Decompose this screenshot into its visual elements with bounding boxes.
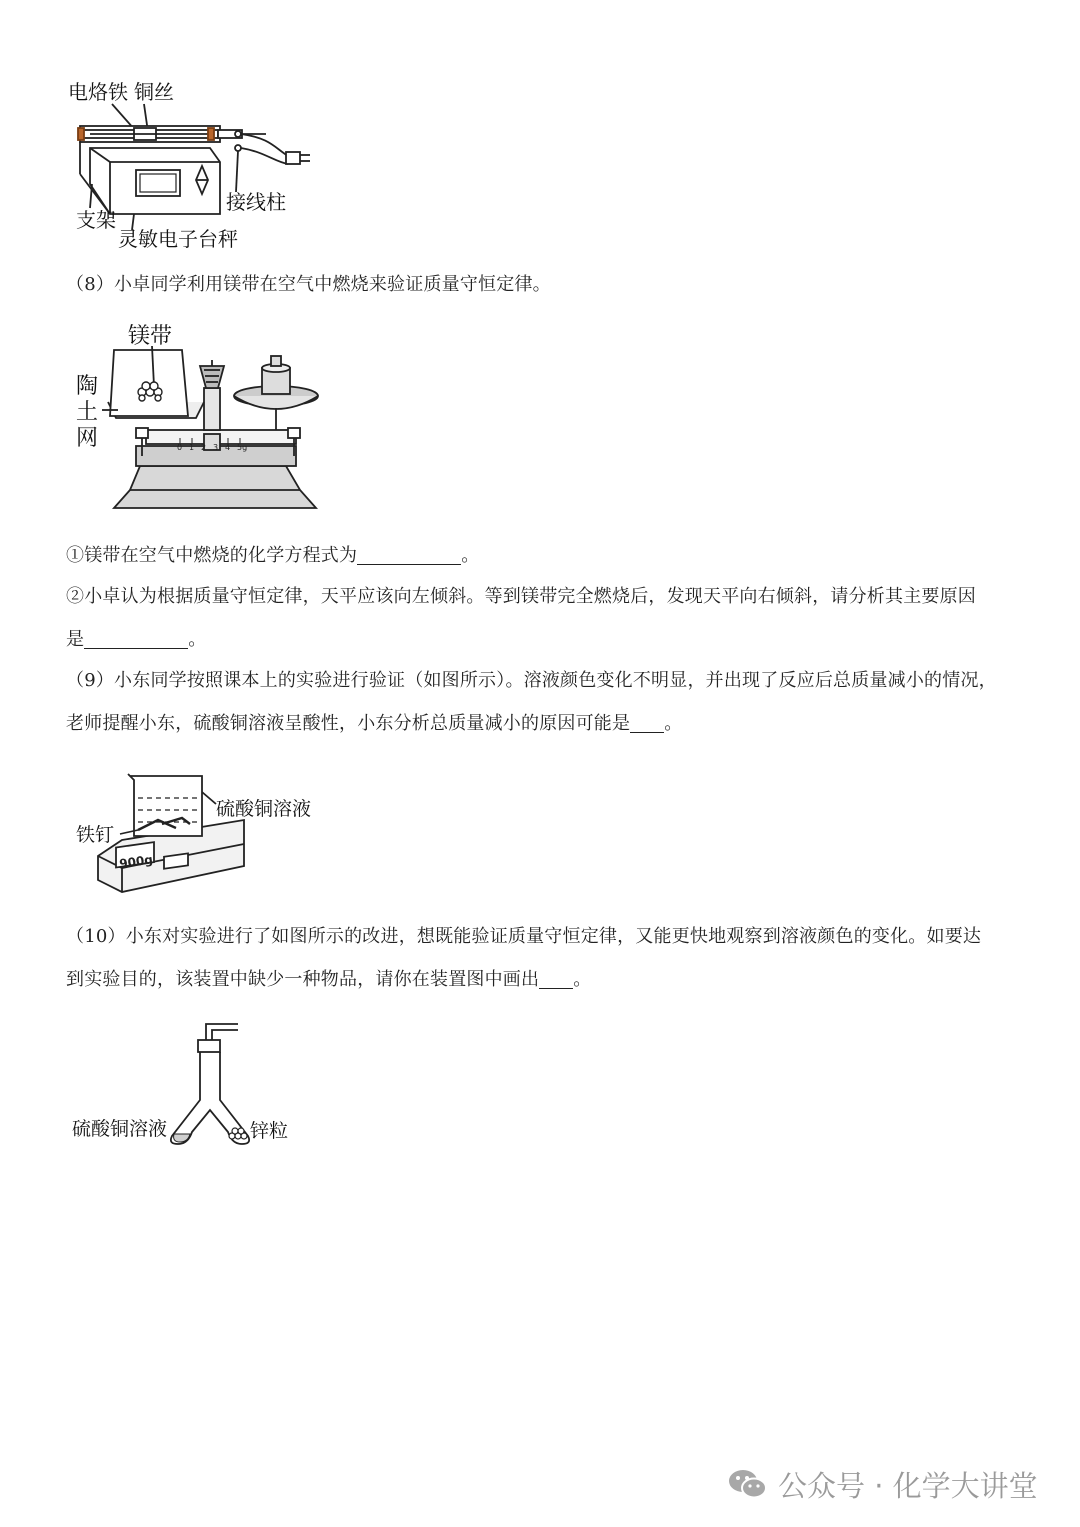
label-clay-net-3: 网 bbox=[76, 426, 99, 451]
q10-line2 bbox=[66, 970, 591, 989]
balance-figure bbox=[100, 346, 340, 516]
label-zinc: 锌粒 bbox=[250, 1120, 289, 1142]
beaker-scale-figure bbox=[98, 770, 258, 900]
q8-sub2-blank[interactable] bbox=[84, 630, 188, 649]
ruler-tick-4: 4 bbox=[225, 443, 231, 452]
ruler-tick-0: 0 bbox=[177, 443, 183, 452]
ruler-tick-3: 3 bbox=[213, 443, 219, 452]
q9-line1: （9）小东同学按照课本上的实验进行验证（如图所示）。溶液颜色变化不明显，并出现了反应后总质量减小的情况， bbox=[66, 670, 997, 691]
q8-intro: （8）小卓同学利用镁带在空气中燃烧来验证质量守恒定律。 bbox=[66, 274, 551, 295]
q10-blank[interactable] bbox=[539, 970, 573, 989]
q8-sub1-text: ①镁带在空气中燃烧的化学方程式为 bbox=[66, 545, 358, 566]
q10-line2-end: 。 bbox=[573, 969, 592, 990]
q8-sub1-end: 。 bbox=[461, 545, 480, 566]
label-electronic-scale: 灵敏电子台秤 bbox=[118, 227, 238, 251]
label-clay-net-2: 土 bbox=[76, 400, 99, 425]
q9-line2 bbox=[66, 714, 682, 733]
q9-blank[interactable] bbox=[630, 714, 664, 733]
q10-line1: （10）小东对实验进行了如图所示的改进，想既能验证质量守恒定律，又能更快地观察到溶液颜色的变化。如要达 bbox=[66, 926, 982, 947]
q8-sub1 bbox=[66, 546, 479, 565]
scale-display: 900g bbox=[118, 852, 154, 871]
ruler-tick-1: 1 bbox=[189, 443, 195, 452]
soldering-scale-figure bbox=[70, 104, 390, 234]
q10-line2-text: 到实验目的，该装置中缺少一种物品，请你在装置图中画出 bbox=[66, 969, 540, 990]
label-iron-nail: 铁钉 bbox=[76, 824, 115, 846]
label-soldering-iron: 电烙铁 bbox=[68, 80, 128, 104]
ruler-tick-5: 5g bbox=[237, 443, 248, 452]
watermark bbox=[728, 1466, 1038, 1502]
watermark-text: 公众号 · 化学大讲堂 bbox=[778, 1468, 1038, 1503]
label-magnesium-ribbon: 镁带 bbox=[128, 324, 173, 349]
label-clay-net-1: 陶 bbox=[76, 374, 99, 399]
label-binding-post: 接线柱 bbox=[226, 190, 286, 214]
q8-sub2-line2 bbox=[66, 630, 206, 649]
q8-sub2-end: 。 bbox=[188, 629, 207, 650]
label-copper-wire: 铜丝 bbox=[134, 80, 174, 104]
ruler-tick-2: 2 bbox=[201, 443, 207, 452]
q8-sub2-text: 是 bbox=[66, 629, 85, 650]
q9-line2-text: 老师提醒小东，硫酸铜溶液呈酸性，小东分析总质量减小的原因可能是 bbox=[66, 713, 631, 734]
wechat-icon bbox=[728, 1467, 768, 1501]
q8-sub1-blank[interactable] bbox=[357, 546, 461, 565]
label-stand: 支架 bbox=[76, 208, 116, 232]
label-copper-sulfate-2: 硫酸铜溶液 bbox=[72, 1118, 168, 1140]
q9-line2-end: 。 bbox=[664, 713, 683, 734]
q8-sub2-line1: ②小卓认为根据质量守恒定律，天平应该向左倾斜。等到镁带完全燃烧后，发现天平向右倾斜，请分析其主要原因 bbox=[66, 586, 976, 607]
label-copper-sulfate-1: 硫酸铜溶液 bbox=[216, 798, 312, 820]
